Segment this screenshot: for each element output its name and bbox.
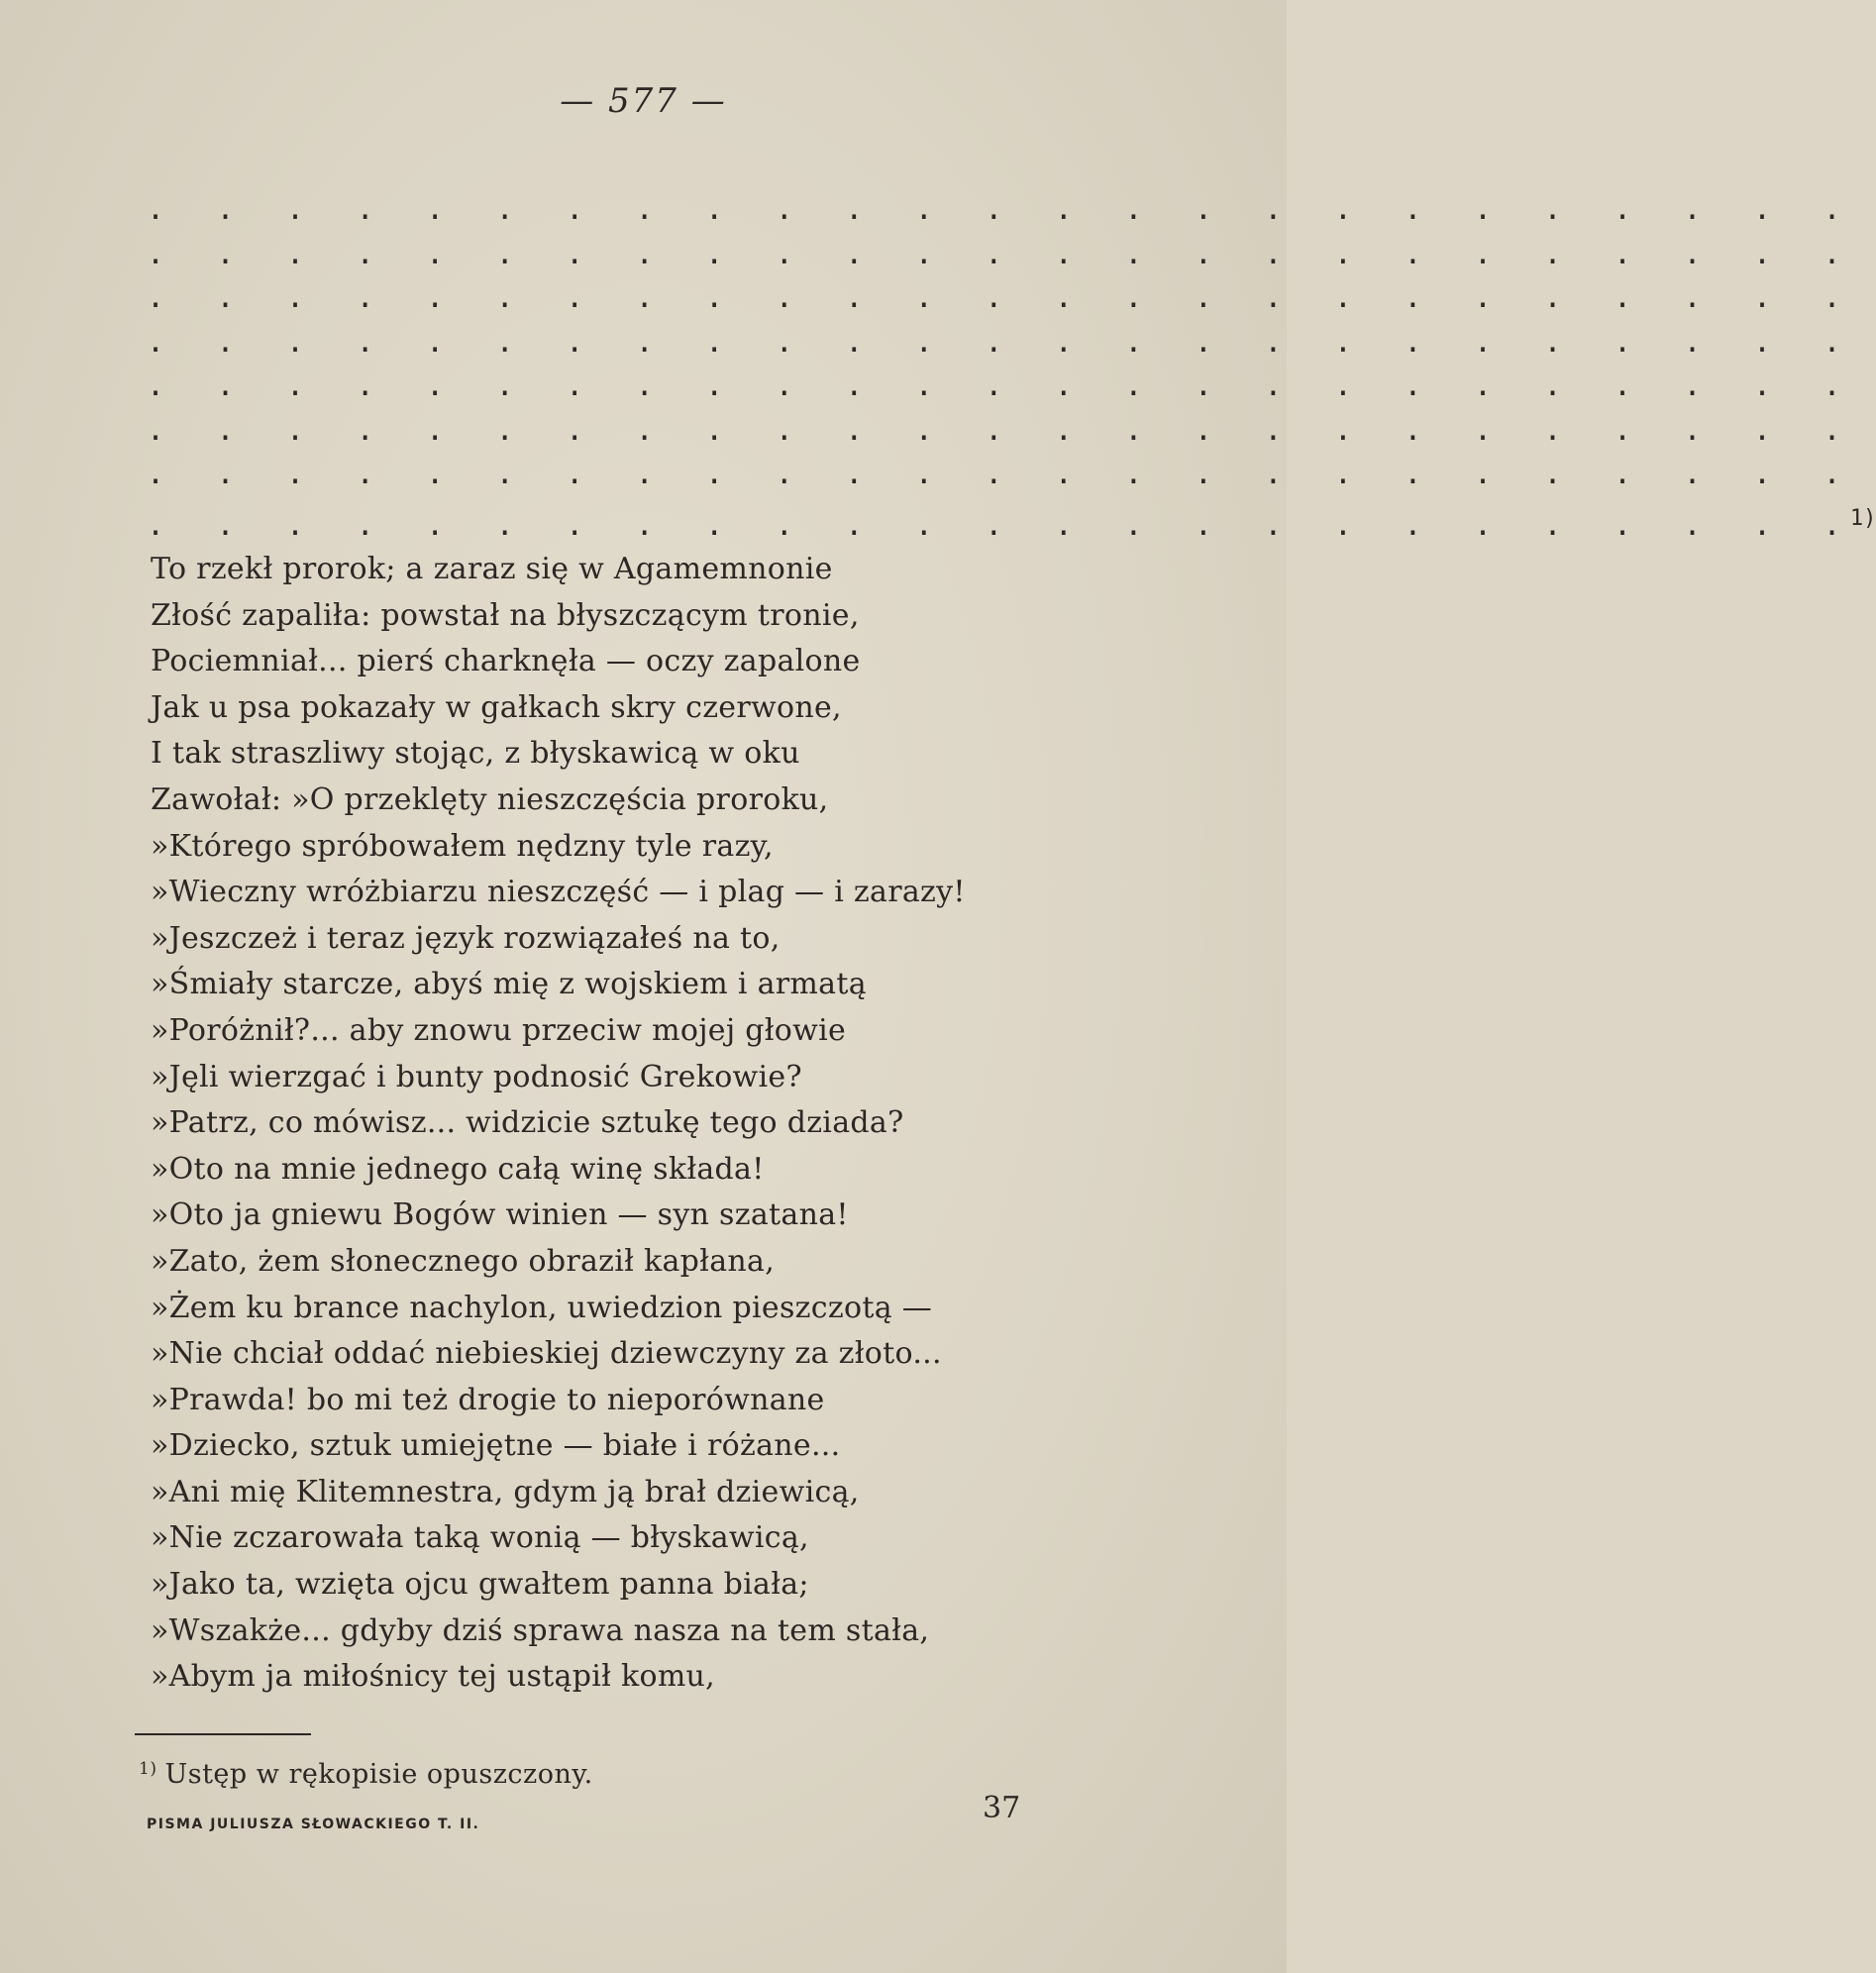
poem-line: To rzekł prorok; a zaraz się w Agamemnonie [151,552,833,586]
printer-signature: PISMA JULIUSZA SŁOWACKIEGO T. II. [147,1817,480,1832]
poem-line: »Wszakże... gdyby dziś sprawa nasza na tem stała, [151,1612,930,1648]
poem-line: Zawołał: »O przeklęty nieszczęścia proroku, [151,781,829,817]
poem-line: »Ani mię Klitemnestra, gdym ją brał dziewicą, [151,1474,860,1509]
footnote-marker: 1) [139,1759,157,1779]
poem-line: »Nie chciał oddać niebieskiej dziewczyny za złoto... [151,1336,942,1372]
dot-row: . . . . . . . . . . . . . . . . . . . . . . . . .$^{1)}$ [147,505,1876,543]
dot-row: . . . . . . . . . . . . . . . . . . . . . . . . . [147,192,1858,227]
footnote [139,1759,593,1790]
poem-line: »Zato, żem słonecznego obraził kapłana, [151,1243,776,1279]
poem-line: »Wieczny wróżbiarzu nieszczęść — i plag — i zarazy! [151,875,966,910]
dot-row: . . . . . . . . . . . . . . . . . . . . . . . . . [147,457,1858,491]
poem-line: »Prawda! bo mi też drogie to nieporównane [151,1382,825,1417]
dot-row: . . . . . . . . . . . . . . . . . . . . . . . . . [147,412,1858,448]
dot-row: . . . . . . . . . . . . . . . . . . . . . . . . . [147,236,1858,271]
poem-line: »Jako ta, wzięta ojcu gwałtem panna biała; [151,1567,809,1603]
footnote-text: Ustęp w rękopisie opuszczony. [164,1759,593,1790]
footnote-divider [135,1733,311,1735]
poem-line: I tak straszliwy stojąc, z błyskawicą w oku [151,736,800,772]
footnote-reference: 1) [1849,505,1876,531]
poem-line: Pociemniał... pierś charknęła — oczy zapalone [151,644,861,679]
dot-row: . . . . . . . . . . . . . . . . . . . . . . . . . [147,324,1858,360]
poem-line: »Żem ku brance nachylon, uwiedzion pieszczotą — [151,1290,933,1325]
dot-row: . . . . . . . . . . . . . . . . . . . . . . . . . [147,368,1858,403]
sheet-number: 37 [983,1791,1021,1825]
poem-line: »Poróżnił?... aby znowu przeciw mojej głowie [151,1012,847,1048]
poem-text [151,547,1141,1701]
page-number: — 577 — [560,81,727,121]
dot-row: . . . . . . . . . . . . . . . . . . . . . . . . . [147,280,1858,315]
poem-line: »Dziecko, sztuk umiejętne — białe i różane... [151,1428,841,1464]
poem-line: »Jeszczeż i teraz język rozwiązałeś na to, [151,920,781,956]
poem-line: »Jęli wierzgać i bunty podnosić Grekowie? [151,1059,802,1094]
poem-line: Jak u psa pokazały w gałkach skry czerwone, [151,689,842,725]
poem-line: »Patrz, co mówisz... widzicie sztukę tego dziada? [151,1105,904,1141]
omission-dots [147,188,1876,543]
poem-line: »Śmiały starcze, abyś mię z wojskiem i armatą [151,967,867,1002]
poem-line: »Oto na mnie jednego całą winę składa! [151,1151,765,1187]
poem-line: »Oto ja gniewu Bogów winien — syn szatana! [151,1197,849,1233]
poem-line: »Którego spróbowałem nędzny tyle razy, [151,828,774,864]
poem-line: »Nie zczarowała taką wonią — błyskawicą, [151,1520,809,1556]
poem-line: »Abym ja miłośnicy tej ustąpił komu, [151,1659,716,1695]
poem-line: Złość zapaliła: powstał na błyszczącym tronie, [151,597,860,633]
